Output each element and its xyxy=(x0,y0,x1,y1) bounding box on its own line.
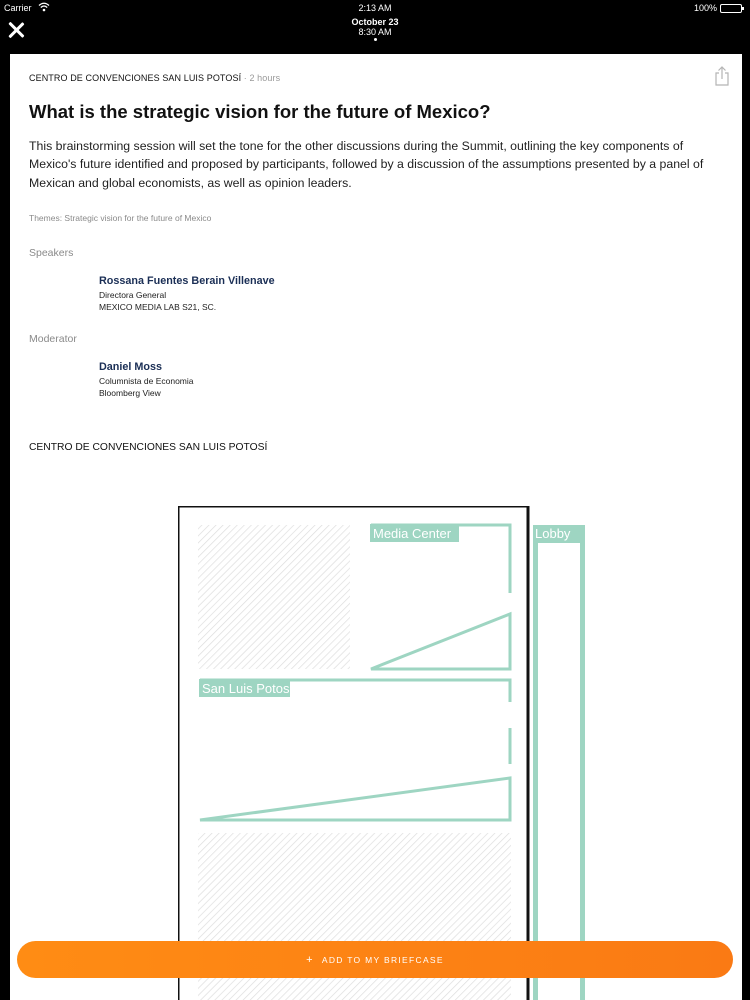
speaker-org: MEXICO MEDIA LAB S21, SC. xyxy=(99,302,217,312)
add-to-briefcase-label: ADD TO MY BRIEFCASE xyxy=(321,954,444,965)
carrier-label: Carrier xyxy=(4,3,32,13)
venue-floor-map[interactable] xyxy=(178,506,598,1000)
moderator-item[interactable] xyxy=(99,361,194,399)
session-time: 8:30 AM xyxy=(358,27,392,37)
session-location: CENTRO DE CONVENCIONES SAN LUIS POTOSÍ xyxy=(29,73,242,83)
battery-status xyxy=(694,3,742,13)
add-to-briefcase-button[interactable] xyxy=(17,941,733,978)
speaker-item[interactable] xyxy=(99,275,275,313)
session-card xyxy=(10,54,742,1000)
session-title: What is the strategic vision for the future of Mexico? xyxy=(29,101,491,122)
venue-name: CENTRO DE CONVENCIONES SAN LUIS POTOSÍ xyxy=(29,442,268,453)
hatched-area xyxy=(198,525,350,669)
moderator-name: Daniel Moss xyxy=(99,361,162,373)
speaker-name: Rossana Fuentes Berain Villenave xyxy=(99,275,275,287)
session-ago: · 2 hours xyxy=(243,73,281,83)
status-bar xyxy=(0,0,750,16)
room-lobby[interactable] xyxy=(533,525,585,1000)
battery-percent: 100% xyxy=(693,3,717,13)
session-datetime xyxy=(0,17,750,41)
moderator-role: Columnista de Economia xyxy=(99,376,194,386)
page-indicator-dot xyxy=(374,38,377,41)
share-icon[interactable] xyxy=(713,66,731,86)
session-themes[interactable]: Themes: Strategic vision for the future of Mexico xyxy=(29,213,212,223)
room-label-lobby: Lobby xyxy=(535,526,571,541)
session-date: October 23 xyxy=(351,17,399,27)
battery-icon xyxy=(720,4,742,13)
status-time: 2:13 AM xyxy=(358,3,392,13)
moderator-label: Moderator xyxy=(29,333,77,345)
plus-icon: + xyxy=(306,953,314,966)
room-label-san-luis-potosi: San Luis Potosí xyxy=(202,681,294,696)
session-meta xyxy=(29,73,280,83)
speakers-label: Speakers xyxy=(29,247,74,259)
nav-header xyxy=(0,16,750,54)
speaker-role: Directora General xyxy=(99,290,167,300)
moderator-org: Bloomberg View xyxy=(99,388,161,398)
room-label-media-center: Media Center xyxy=(373,526,452,541)
session-description: This brainstorming session will set the tone for the other discussions during the Summit, outlining the key components of Mexico's future identified and proposed by participants, followed by a discussion of the assumptions presented by a panel of Mexican and global economists, as well as opinion leaders. xyxy=(29,139,704,190)
